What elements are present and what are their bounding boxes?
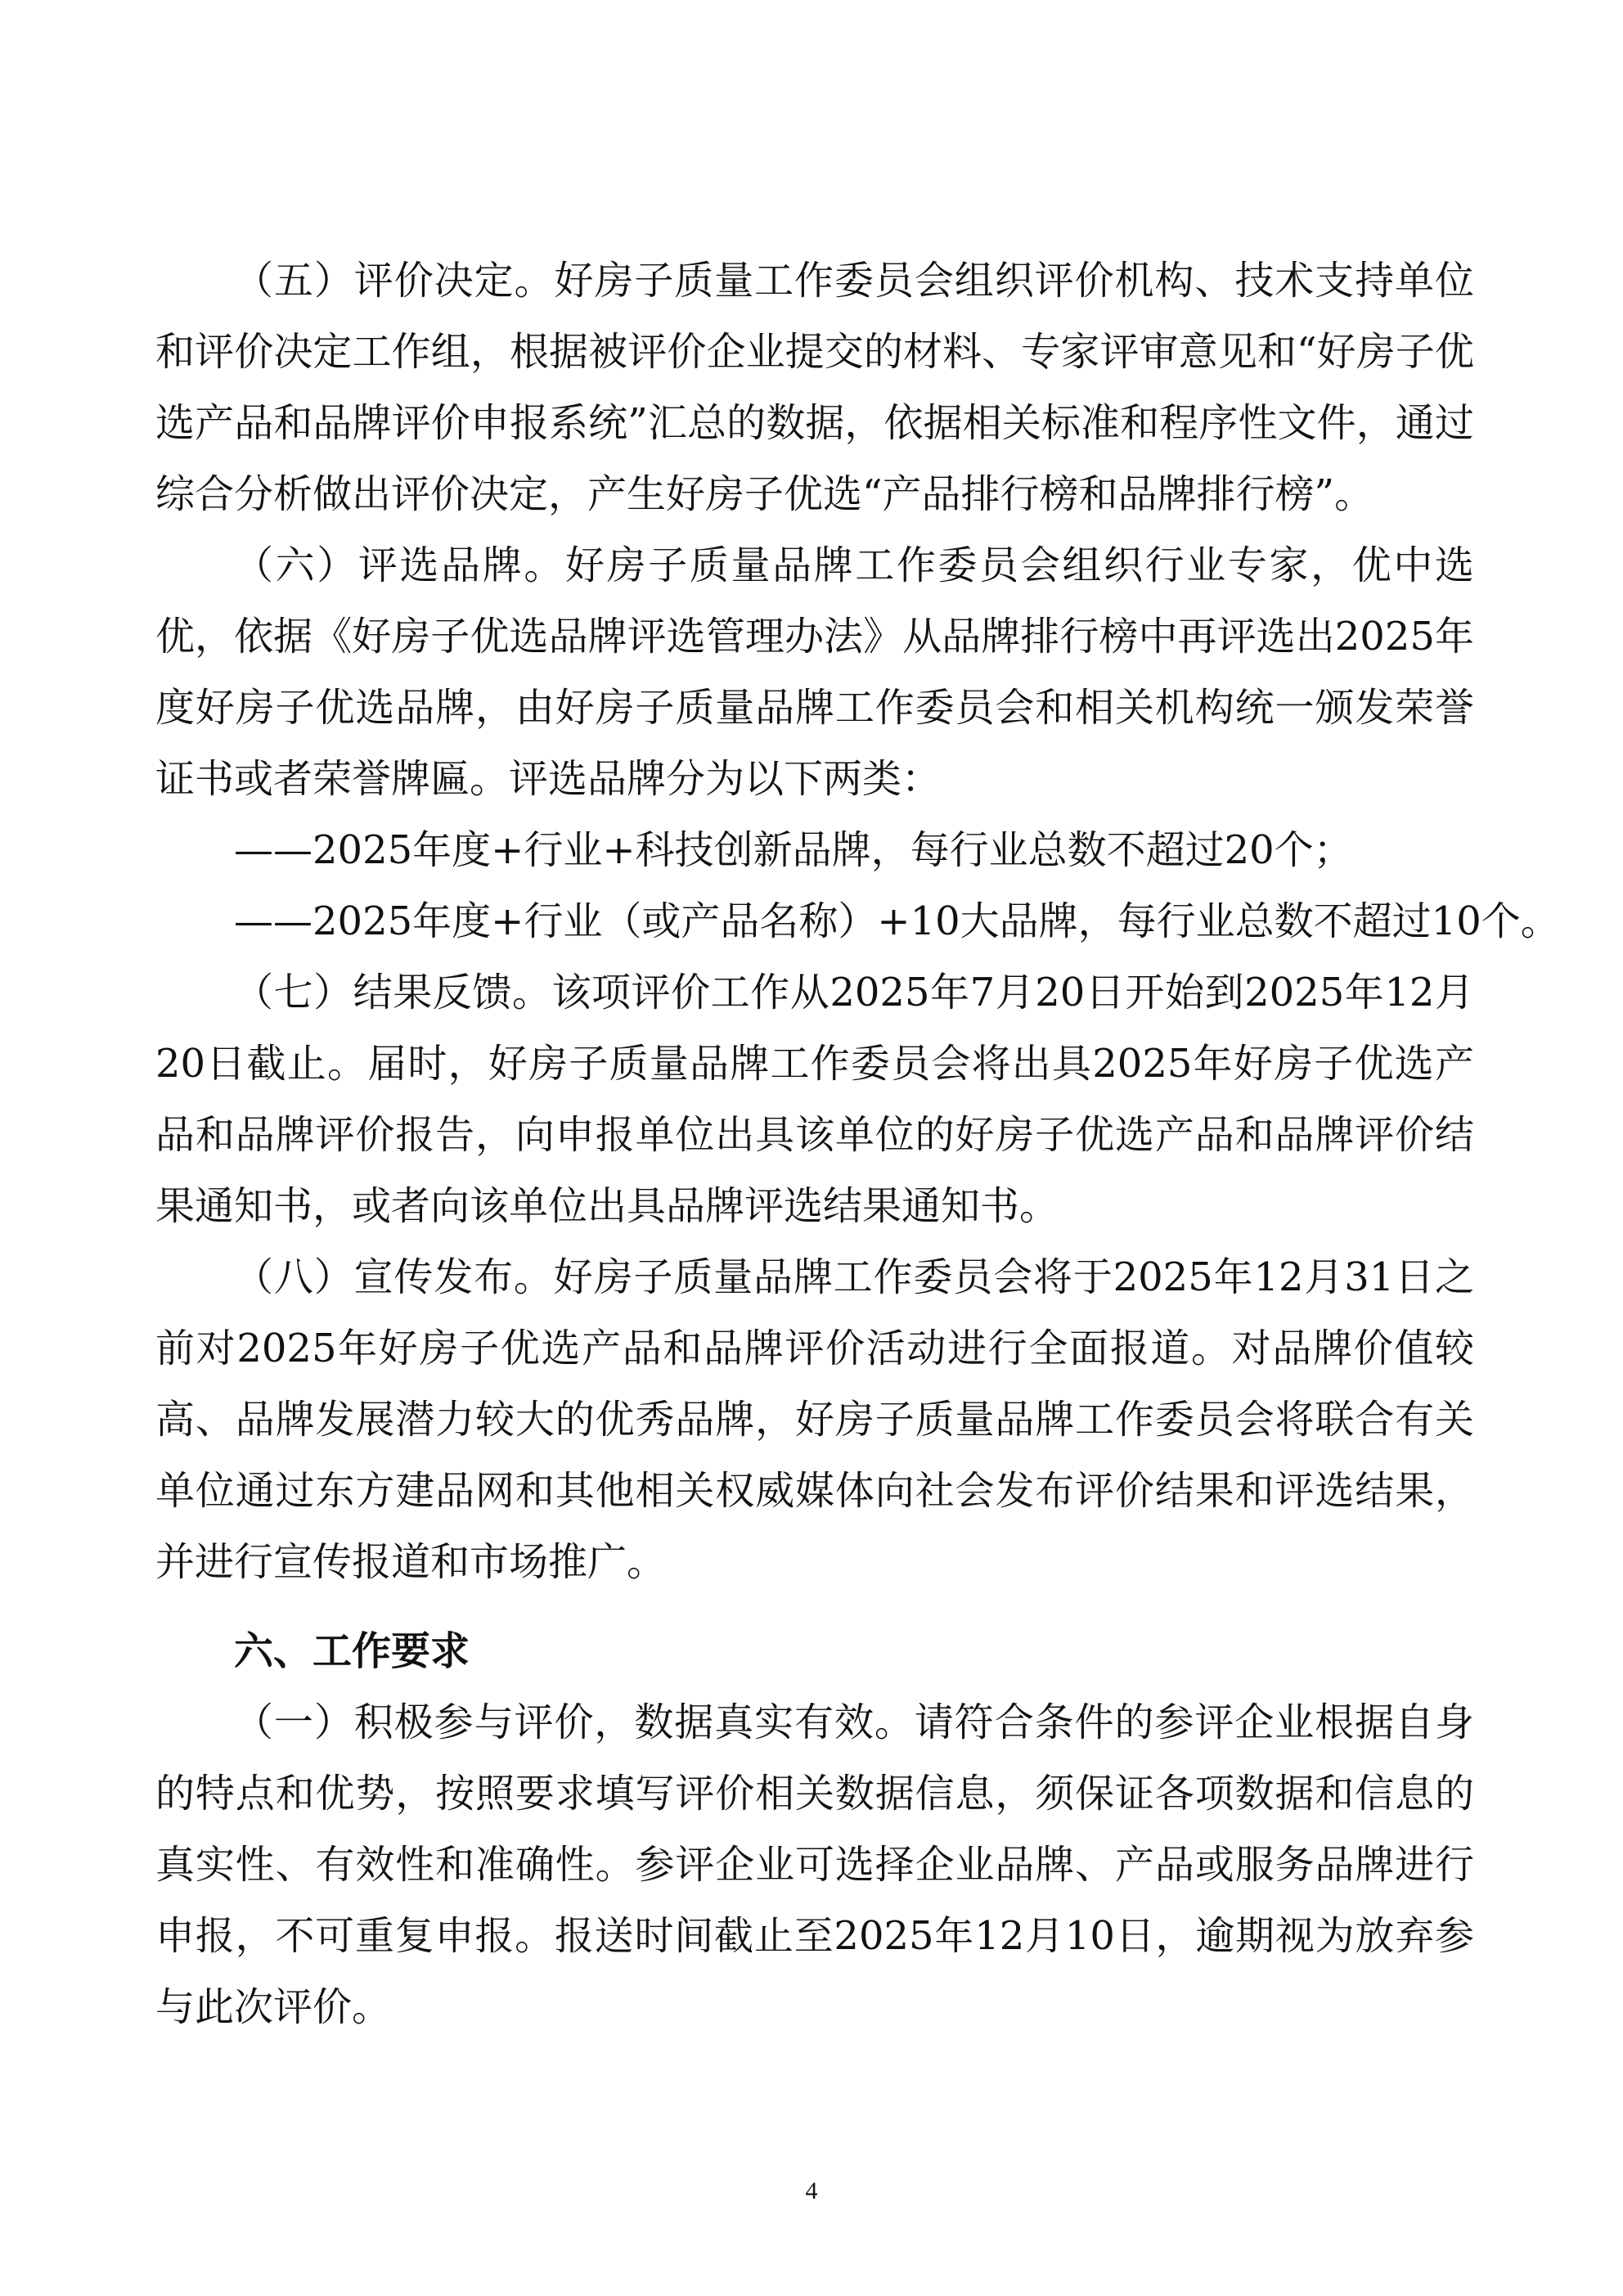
paragraph-evaluation-decision: （五）评价决定。好房子质量工作委员会组织评价机构、技术支持单位和评价决定工作组，根据被评价企业提交的材料、专家评审意见和“好房子优选产品和品牌评价申报系统”汇总的数据，依据相关标准和程序性文件，通过综合分析做出评价决定，产生好房子优选“产品排行榜和品牌排行榜”。: [155, 258, 1474, 517]
section-heading-work-requirements: 六、工作要求: [234, 1628, 470, 1674]
paragraph-brand-selection: （六）评选品牌。好房子质量品牌工作委员会组织行业专家，优中选优，依据《好房子优选品牌评选管理办法》从品牌排行榜中再评选出2025年度好房子优选品牌，由好房子质量品牌工作委员会和相关机构统一颁发荣誉证书或者荣誉牌匾。评选品牌分为以下两类：: [155, 542, 1474, 802]
paragraph-publicity: （八）宣传发布。好房子质量品牌工作委员会将于2025年12月31日之前对2025年好房子优选产品和品牌评价活动进行全面报道。对品牌价值较高、品牌发展潜力较大的优秀品牌，好房子质量品牌工作委员会将联合有关单位通过东方建品网和其他相关权威媒体向社会发布评价结果和评选结果，并进行宣传报道和市场推广。: [155, 1254, 1474, 1585]
brand-category-tech-innovation: ——2025年度+行业+科技创新品牌，每行业总数不超过20个；: [234, 827, 1353, 873]
paragraph-result-feedback: （七）结果反馈。该项评价工作从2025年7月20日开始到2025年12月20日截止。届时，好房子质量品牌工作委员会将出具2025年好房子优选产品和品牌评价报告，向申报单位出具该单位的好房子优选产品和品牌评价结果通知书，或者向该单位出具品牌评选结果通知书。: [155, 970, 1474, 1229]
paragraph-active-participation: （一）积极参与评价，数据真实有效。请符合条件的参评企业根据自身的特点和优势，按照要求填写评价相关数据信息，须保证各项数据和信息的真实性、有效性和准确性。参评企业可选择企业品牌、产品或服务品牌进行申报，不可重复申报。报送时间截止至2025年12月10日，逾期视为放弃参与此次评价。: [155, 1699, 1474, 2030]
page-number: 4: [805, 2177, 818, 2204]
document-body: [155, 245, 1560, 2043]
brand-category-top-10: ——2025年度+行业（或产品名称）+10大品牌，每行业总数不超过10个。: [234, 898, 1560, 944]
